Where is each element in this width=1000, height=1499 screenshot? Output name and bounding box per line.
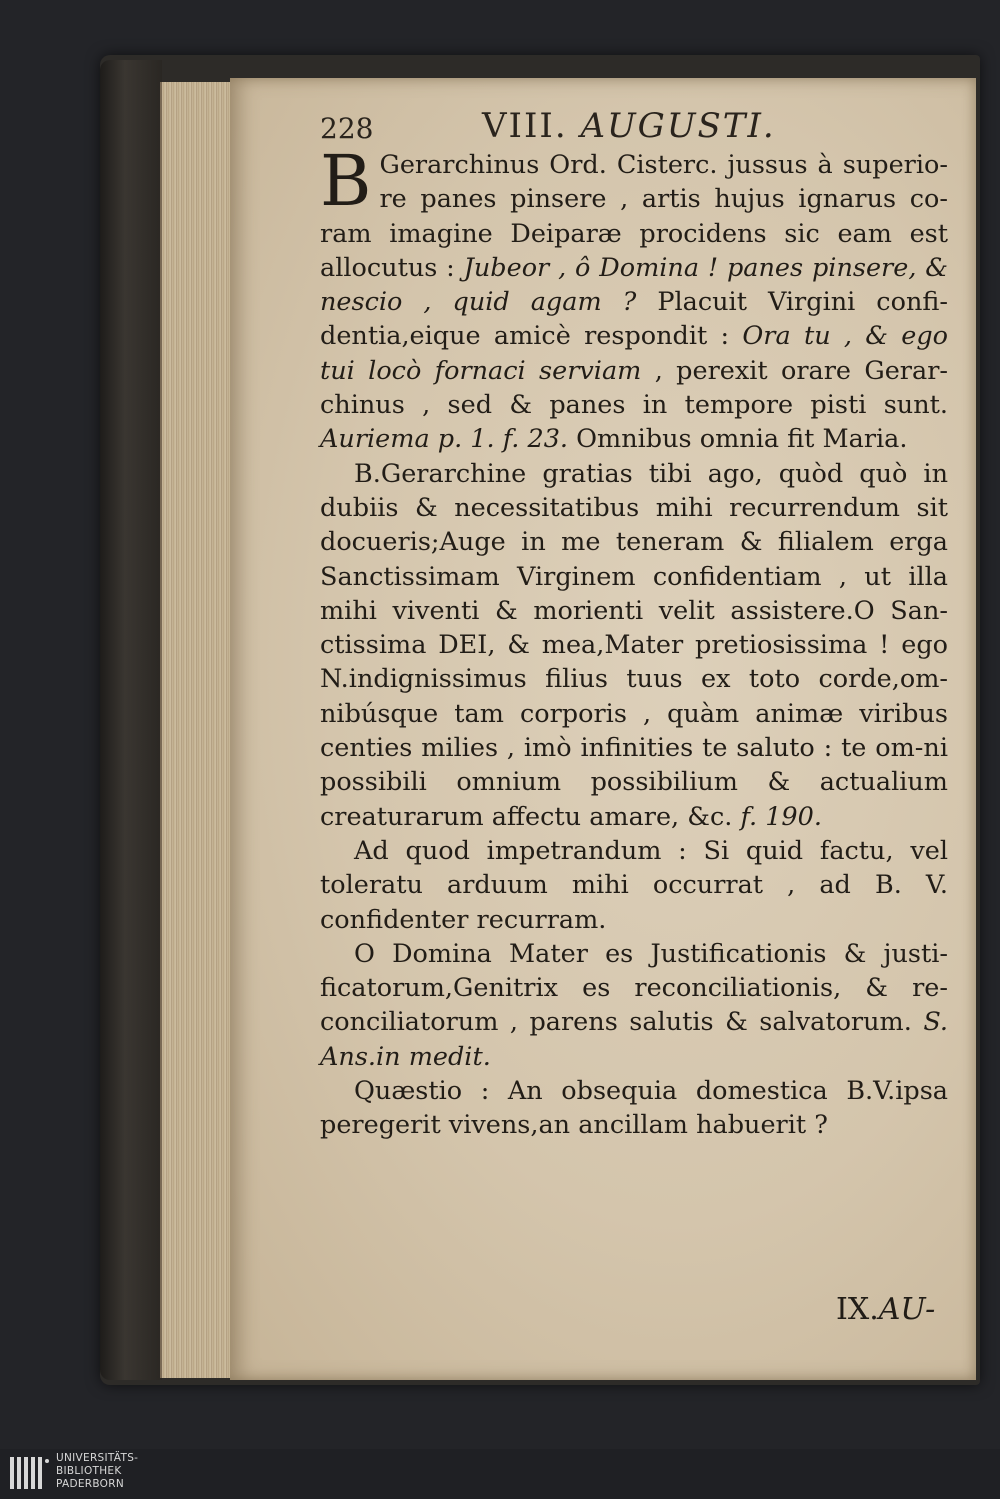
paragraph-2 bbox=[320, 457, 948, 834]
paragraph-2-citation: f. 190. bbox=[740, 801, 822, 832]
paragraph-4 bbox=[320, 937, 948, 1074]
paragraph-1-quote-b: Ora tu , & ego tui locò fornaci serviam bbox=[320, 321, 948, 386]
running-head bbox=[482, 106, 776, 146]
page-edges bbox=[160, 82, 234, 1378]
paragraph-1 bbox=[320, 140, 948, 457]
catchword-roman: IX. bbox=[836, 1292, 879, 1327]
page-number: 228 bbox=[320, 112, 374, 145]
page-text bbox=[320, 140, 948, 1143]
paragraph-1-text-b: Placuit Virgini confi-dentia,eique amicè respondit : bbox=[320, 287, 948, 352]
footer-bar bbox=[0, 1449, 1000, 1499]
paragraph-1-text-d: Omnibus omnia fit Maria. bbox=[568, 424, 908, 455]
paragraph-4-citation: S. Ans.in medit. bbox=[320, 1007, 948, 1072]
drop-capital: B bbox=[320, 140, 372, 222]
library-name-line-1: UNIVERSITÄTS- bbox=[56, 1452, 139, 1464]
page-header bbox=[320, 100, 960, 150]
paragraph-1-quote-a: Jubeor , ô Domina ! panes pinsere, & nescio , quid agam ? bbox=[320, 252, 948, 318]
running-head-month: AUGUSTI. bbox=[580, 106, 776, 146]
catchword-italic: AU- bbox=[878, 1292, 936, 1327]
paragraph-4-text: O Domina Mater es Justificationis & justi-ficatorum,Genitrix es reconciliationis, & re-conciliatorum , parens salutis & salvatorum. bbox=[320, 938, 948, 1038]
paragraph-2-text: B.Gerarchine gratias tibi ago, quòd quò in dubiis & necessitatibus mihi recurrendum sit docueris;Auge in me teneram & filialem erga Sanctissimam Virginem confidentiam , ut illa mihi viventi & morienti velit assistere.O San-ctissima DEI, & mea,Mater pretiosissima ! ego N.indignissimus filius tuus ex toto corde,om-nibúsque tam corporis , quàm animæ viribus centies milies , imò infinities te saluto : te om-ni possibili omnium possibilium & actualium creaturarum affectu amare, &c. bbox=[320, 458, 948, 832]
paragraph-1-text-c: , perexit orare Gerar-chinus , sed & panes in tempore pisti sunt. bbox=[320, 355, 948, 421]
paragraph-3: Ad quod impetrandum : Si quid factu, vel toleratu arduum mihi occurrat , ad B. V. confidenter recurram. bbox=[320, 835, 948, 935]
paragraph-5: Quæstio : An obsequia domestica B.V.ipsa peregerit vivens,an ancillam habuerit ? bbox=[320, 1076, 948, 1141]
library-name-line-3: PADERBORN bbox=[56, 1478, 124, 1490]
catchword bbox=[836, 1292, 935, 1327]
paragraph-1-citation: Auriema p. 1. f. 23. bbox=[320, 424, 569, 455]
book-spine bbox=[100, 60, 162, 1380]
library-name-line-2: BIBLIOTHEK bbox=[56, 1465, 122, 1477]
university-library-logo-icon bbox=[8, 1453, 50, 1493]
library-name bbox=[56, 1452, 138, 1491]
running-head-day: VIII. bbox=[482, 106, 568, 146]
paragraph-1-text-a: Gerarchinus Ord. Cisterc. jussus à superio-re panes pinsere , artis hujus ignarus co-ram imagine Deiparæ procidens sic eam est allocutus : bbox=[320, 150, 948, 283]
